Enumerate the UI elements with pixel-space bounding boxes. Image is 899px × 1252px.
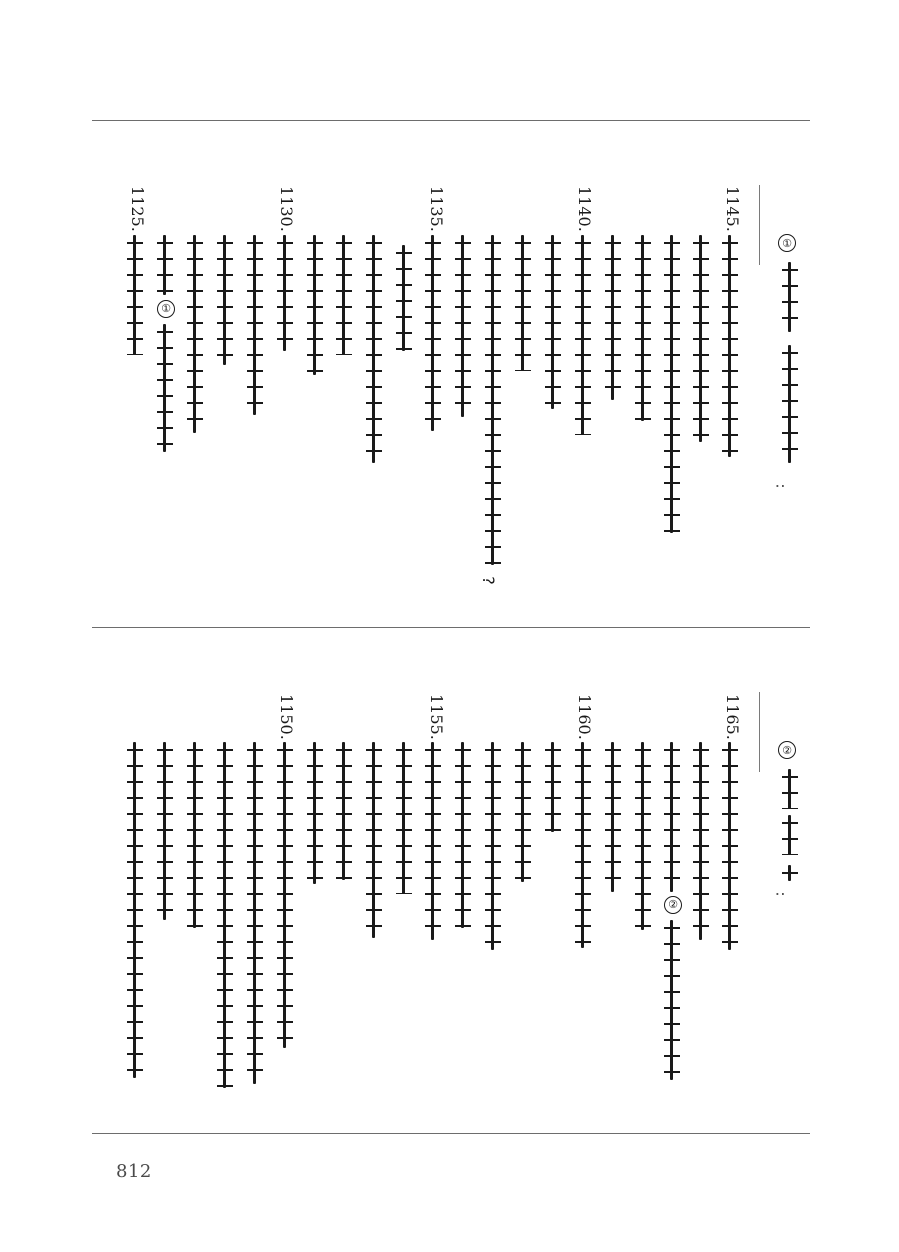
question-mark: ?	[478, 576, 498, 585]
footnote-text-line	[780, 262, 802, 332]
verse-line	[573, 235, 595, 435]
verse-line	[543, 235, 565, 409]
verse-line	[662, 742, 684, 892]
verse-line	[334, 742, 356, 880]
verse-line	[603, 235, 625, 400]
verse-line	[334, 235, 356, 355]
verse-line	[125, 742, 147, 1078]
footnote-text-line	[780, 769, 802, 809]
verse-line	[483, 235, 505, 565]
verse-line	[720, 742, 742, 950]
verse-line	[662, 920, 684, 1080]
verse-line	[215, 742, 237, 1088]
line-number-1130: 1130.	[277, 186, 296, 232]
footnote-text-line	[780, 815, 802, 855]
verse-line	[215, 235, 237, 365]
footnote-separator-upper	[759, 185, 760, 265]
footnote-marker-2: ②	[778, 741, 796, 759]
verse-line	[155, 742, 177, 920]
verse-line	[662, 235, 684, 533]
verse-line	[423, 742, 445, 940]
verse-line	[423, 235, 445, 431]
verse-line	[633, 742, 655, 930]
inline-note-marker-2: ②	[664, 896, 682, 914]
line-number-1125: 1125.	[128, 186, 147, 232]
verse-line	[155, 324, 177, 452]
verse-line	[245, 235, 267, 415]
verse-line	[275, 742, 297, 1048]
verse-line	[720, 235, 742, 457]
verse-line	[691, 235, 713, 442]
verse-line	[245, 742, 267, 1084]
verse-line	[275, 235, 297, 351]
footnote-marker-1: ①	[778, 234, 796, 252]
verse-line	[543, 742, 565, 832]
verse-line	[691, 742, 713, 940]
verse-line	[453, 742, 475, 928]
verse-line	[573, 742, 595, 948]
verse-line	[603, 742, 625, 892]
verse-line	[633, 235, 655, 421]
page-number: 812	[116, 1161, 152, 1182]
line-number-1160: 1160.	[575, 694, 594, 740]
top-rule	[92, 120, 810, 121]
line-number-1145: 1145.	[723, 186, 742, 232]
footnote-end-punctuation-upper: :	[772, 483, 789, 489]
line-number-1135: 1135.	[427, 186, 446, 232]
middle-rule	[92, 627, 810, 628]
bottom-rule	[92, 1133, 810, 1134]
line-number-1155: 1155.	[427, 694, 446, 740]
verse-line	[513, 235, 535, 371]
line-number-1165: 1165.	[723, 694, 742, 740]
verse-line	[305, 742, 327, 884]
verse-line	[483, 742, 505, 950]
footnote-text-line	[780, 865, 802, 881]
verse-line	[453, 235, 475, 417]
footnote-text-line	[780, 345, 802, 463]
verse-line	[513, 742, 535, 882]
verse-line	[394, 245, 416, 351]
footnote-separator-lower	[759, 692, 760, 772]
verse-line	[394, 742, 416, 894]
verse-line	[185, 235, 207, 433]
verse-line	[155, 235, 177, 295]
verse-line	[185, 742, 207, 928]
verse-line	[364, 742, 386, 938]
verse-line	[305, 235, 327, 375]
verse-line	[364, 235, 386, 463]
line-number-1140: 1140.	[575, 186, 594, 232]
footnote-end-punctuation-lower: :	[772, 891, 789, 897]
verse-line	[125, 235, 147, 355]
line-number-1150: 1150.	[277, 694, 296, 740]
inline-note-marker-1: ①	[157, 300, 175, 318]
